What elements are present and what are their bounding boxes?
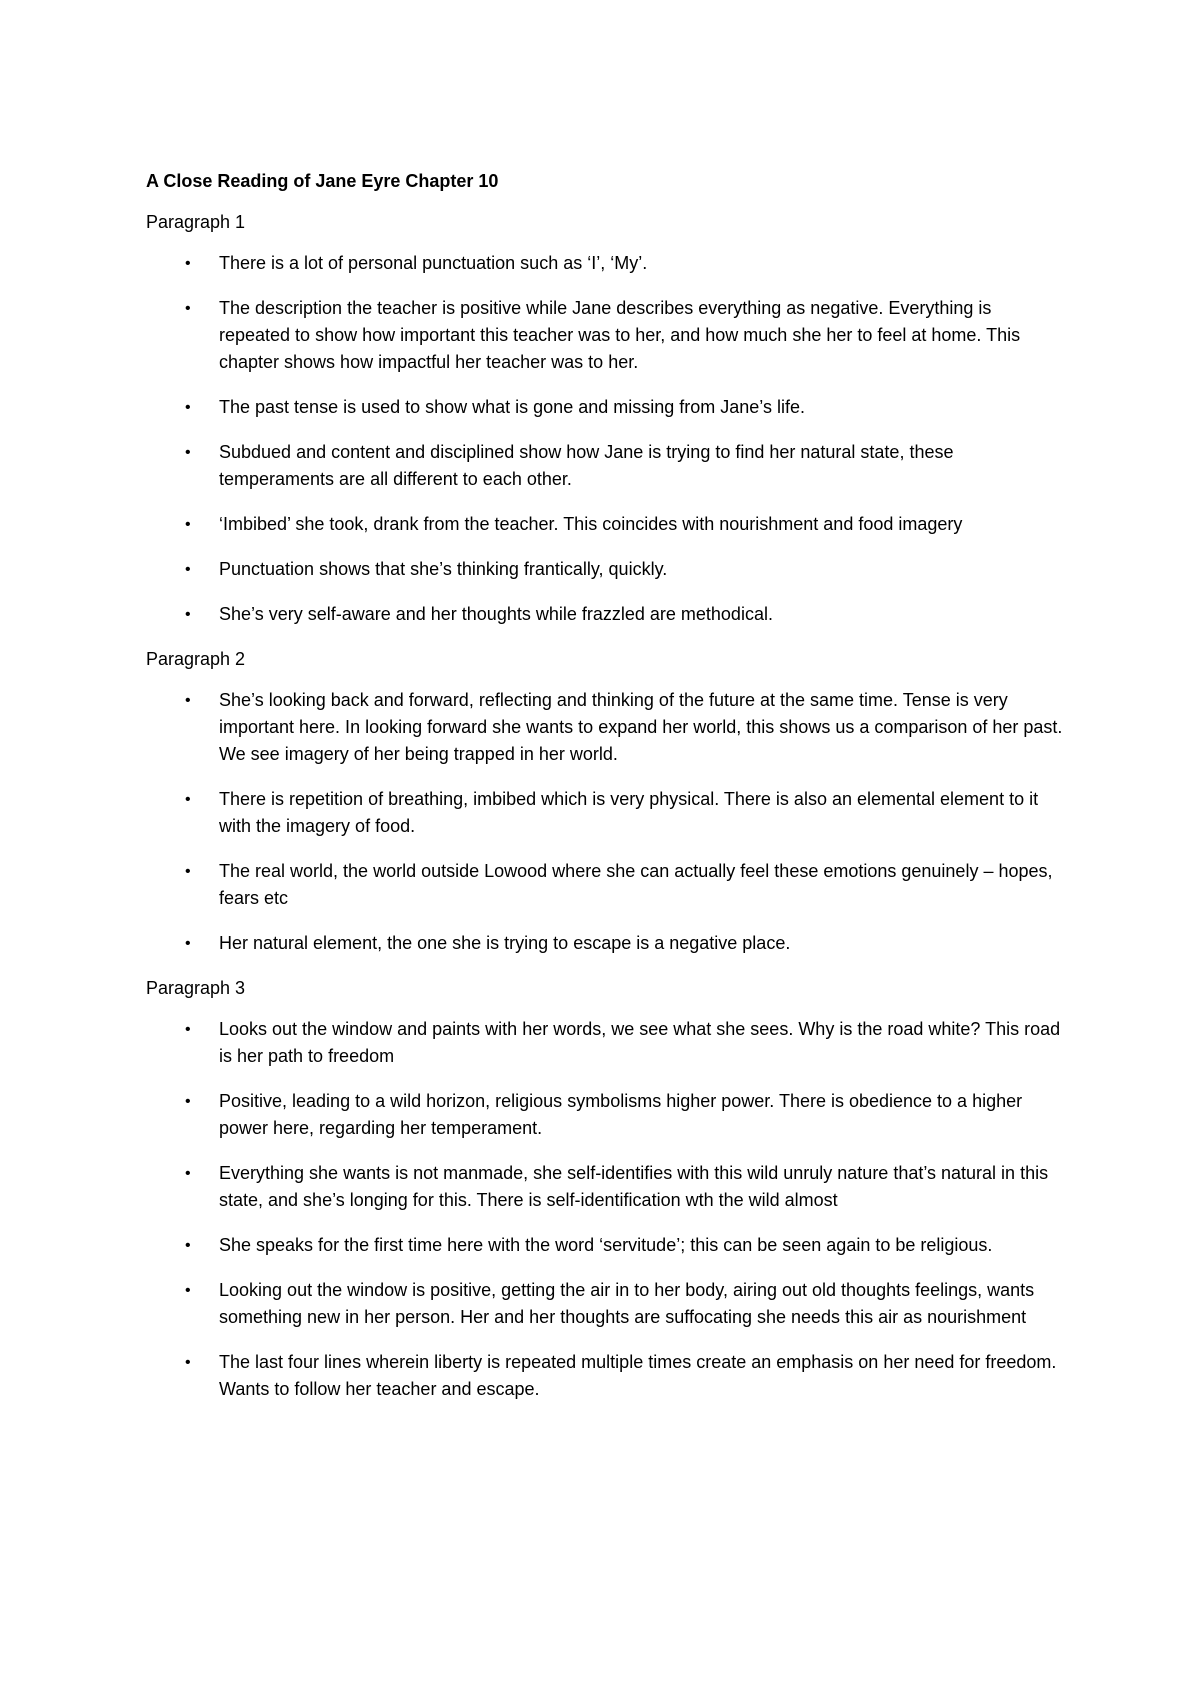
list-item-text: Her natural element, the one she is trying to escape is a negative place. (219, 933, 791, 953)
bullet-list (146, 687, 1066, 957)
bullet-icon: • (185, 1021, 191, 1038)
list-item (146, 295, 1066, 376)
list-item-text: There is a lot of personal punctuation such as ‘I’, ‘My’. (219, 253, 648, 273)
section-heading: Paragraph 1 (146, 212, 246, 232)
list-item-text: She speaks for the first time here with the word ‘servitude’; this can be seen again to be religious. (219, 1235, 993, 1255)
section-paragraph-1 (146, 209, 1066, 628)
list-item (146, 1160, 1066, 1214)
list-item (146, 1277, 1066, 1331)
list-item-text: Punctuation shows that she’s thinking frantically, quickly. (219, 559, 668, 579)
document-title: A Close Reading of Jane Eyre Chapter 10 (146, 171, 499, 191)
list-item (146, 930, 1066, 957)
list-item (146, 858, 1066, 912)
list-item-text: She’s very self-aware and her thoughts while frazzled are methodical. (219, 604, 773, 624)
list-item-text: There is repetition of breathing, imbibed which is very physical. There is also an elemental element to it with the imagery of food. (219, 789, 1039, 836)
list-item (146, 394, 1066, 421)
section-heading: Paragraph 3 (146, 978, 246, 998)
bullet-icon: • (185, 1282, 191, 1299)
list-item (146, 250, 1066, 277)
document-body (146, 168, 1066, 1421)
list-item (146, 556, 1066, 583)
bullet-list (146, 1016, 1066, 1403)
list-item-text: Subdued and content and disciplined show how Jane is trying to find her natural state, these temperaments are all different to each other. (219, 442, 954, 489)
bullet-icon: • (185, 1237, 191, 1254)
section-paragraph-2 (146, 646, 1066, 957)
section-heading: Paragraph 2 (146, 649, 246, 669)
bullet-list (146, 250, 1066, 628)
list-item (146, 1088, 1066, 1142)
bullet-icon: • (185, 255, 191, 272)
section-paragraph-3 (146, 975, 1066, 1403)
list-item-text: Everything she wants is not manmade, she self-identifies with this wild unruly nature that’s natural in this state, and she’s longing for this. There is self-identification wth the wild almost (219, 1163, 1049, 1210)
bullet-icon: • (185, 863, 191, 880)
list-item-text: The last four lines wherein liberty is repeated multiple times create an emphasis on her need for freedom. Wants to follow her teacher and escape. (219, 1352, 1057, 1399)
list-item (146, 601, 1066, 628)
bullet-icon: • (185, 1165, 191, 1182)
bullet-icon: • (185, 692, 191, 709)
bullet-icon: • (185, 935, 191, 952)
list-item (146, 1349, 1066, 1403)
bullet-icon: • (185, 1093, 191, 1110)
bullet-icon: • (185, 300, 191, 317)
bullet-icon: • (185, 606, 191, 623)
list-item (146, 511, 1066, 538)
list-item-text: The past tense is used to show what is gone and missing from Jane’s life. (219, 397, 805, 417)
bullet-icon: • (185, 516, 191, 533)
list-item (146, 786, 1066, 840)
list-item-text: Looking out the window is positive, getting the air in to her body, airing out old thoughts feelings, wants something new in her person. Her and her thoughts are suffocating she needs this air as nourishment (219, 1280, 1035, 1327)
list-item (146, 1016, 1066, 1070)
list-item-text: She’s looking back and forward, reflecting and thinking of the future at the same time. Tense is very important here. In looking forward she wants to expand her world, this shows us a comparison of her past. We see imagery of her being trapped in her world. (219, 690, 1063, 764)
list-item (146, 687, 1066, 768)
list-item-text: The description the teacher is positive while Jane describes everything as negative. Everything is repeated to show how important this teacher was to her, and how much she her to feel at home. This chapter shows how impactful her teacher was to her. (219, 298, 1021, 372)
bullet-icon: • (185, 1354, 191, 1371)
list-item-text: Looks out the window and paints with her words, we see what she sees. Why is the road white? This road is her path to freedom (219, 1019, 1061, 1066)
bullet-icon: • (185, 399, 191, 416)
bullet-icon: • (185, 444, 191, 461)
list-item (146, 1232, 1066, 1259)
list-item-text: The real world, the world outside Lowood where she can actually feel these emotions genuinely – hopes, fears etc (219, 861, 1053, 908)
list-item (146, 439, 1066, 493)
list-item-text: ‘Imbibed’ she took, drank from the teacher. This coincides with nourishment and food imagery (219, 514, 963, 534)
list-item-text: Positive, leading to a wild horizon, religious symbolisms higher power. There is obedience to a higher power here, regarding her temperament. (219, 1091, 1023, 1138)
bullet-icon: • (185, 791, 191, 808)
bullet-icon: • (185, 561, 191, 578)
